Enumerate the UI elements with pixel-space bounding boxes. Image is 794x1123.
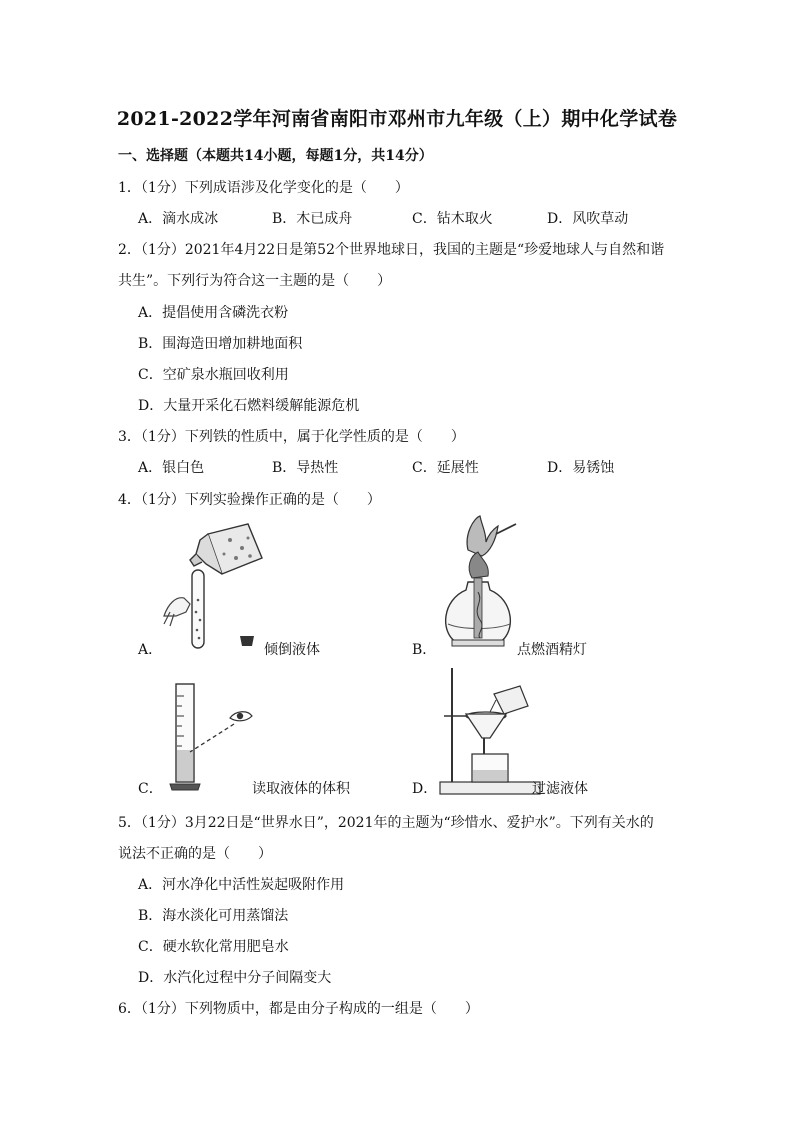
question-2-option-d[interactable]: D．大量开采化石燃料缓解能源危机 bbox=[138, 398, 360, 414]
question-4-stem: 4．（1分）下列实验操作正确的是（ ） bbox=[118, 492, 381, 508]
question-5-stem-line1: 5．（1分）3月22日是“世界水日”，2021年的主题为“珍惜水、爱护水”。下列有关水的 bbox=[118, 815, 654, 831]
question-2-option-a[interactable]: A．提倡使用含磷洗衣粉 bbox=[138, 305, 289, 321]
graduated-cylinder-figure bbox=[160, 680, 260, 792]
question-3-stem: 3．（1分）下列铁的性质中，属于化学性质的是（ ） bbox=[118, 429, 465, 445]
question-2-stem-line2: 共生”。下列行为符合这一主题的是（ ） bbox=[118, 273, 392, 289]
question-1-option-b[interactable]: B．木已成舟 bbox=[272, 211, 353, 227]
question-5-option-d[interactable]: D．水汽化过程中分子间隔变大 bbox=[138, 970, 332, 986]
question-5-option-c[interactable]: C．硬水软化常用肥皂水 bbox=[138, 939, 289, 955]
question-2-option-c[interactable]: C．空矿泉水瓶回收利用 bbox=[138, 367, 289, 383]
question-3-option-d[interactable]: D．易锈蚀 bbox=[547, 460, 615, 476]
filtration-apparatus-figure bbox=[434, 664, 544, 798]
question-4-option-b-letter[interactable]: B． bbox=[412, 642, 437, 658]
question-4-option-d-caption: 过滤液体 bbox=[532, 781, 588, 797]
question-2-stem-line1: 2．（1分）2021年4月22日是第52个世界地球日，我国的主题是“珍爱地球人与自然和谐 bbox=[118, 242, 665, 258]
question-3-option-b[interactable]: B．导热性 bbox=[272, 460, 339, 476]
question-5-stem-line2: 说法不正确的是（ ） bbox=[118, 846, 272, 862]
question-4-option-c-caption: 读取液体的体积 bbox=[252, 781, 350, 797]
question-4-option-c-letter[interactable]: C． bbox=[138, 781, 163, 797]
question-3-options bbox=[0, 457, 794, 477]
exam-title: 2021-2022学年河南省南阳市邓州市九年级（上）期中化学试卷 bbox=[116, 108, 678, 130]
question-2-option-b[interactable]: B．围海造田增加耕地面积 bbox=[138, 336, 303, 352]
alcohol-lamp-figure bbox=[430, 512, 540, 657]
question-4-option-a-caption: 倾倒液体 bbox=[264, 642, 320, 658]
question-4-option-b-caption: 点燃酒精灯 bbox=[517, 642, 587, 658]
question-3-option-c[interactable]: C．延展性 bbox=[412, 460, 479, 476]
question-4-option-a-letter[interactable]: A． bbox=[138, 642, 163, 658]
question-4-option-d-letter[interactable]: D． bbox=[412, 781, 438, 797]
pouring-liquid-figure bbox=[150, 520, 290, 655]
question-1-options bbox=[0, 208, 794, 228]
question-1-option-c[interactable]: C．钻木取火 bbox=[412, 211, 493, 227]
question-1-option-d[interactable]: D．风吹草动 bbox=[547, 211, 629, 227]
question-3-option-a[interactable]: A．银白色 bbox=[138, 460, 205, 476]
question-1-option-a[interactable]: A．滴水成冰 bbox=[138, 211, 219, 227]
question-1-stem: 1．（1分）下列成语涉及化学变化的是（ ） bbox=[118, 180, 409, 196]
question-6-stem: 6．（1分）下列物质中，都是由分子构成的一组是（ ） bbox=[118, 1001, 479, 1017]
question-5-option-a[interactable]: A．河水净化中活性炭起吸附作用 bbox=[138, 877, 345, 893]
question-5-option-b[interactable]: B．海水淡化可用蒸馏法 bbox=[138, 908, 289, 924]
section-heading: 一、选择题（本题共14小题，每题1分，共14分） bbox=[118, 148, 433, 164]
